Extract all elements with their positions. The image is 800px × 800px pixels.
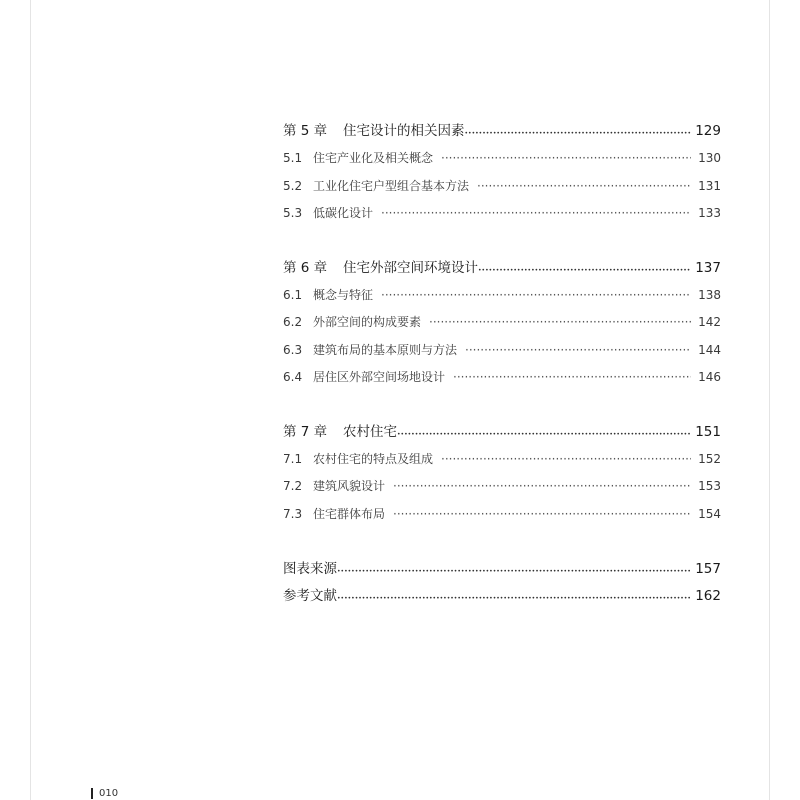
toc-section-5-3[interactable] <box>283 200 721 227</box>
back-matter-title: 图表来源 <box>283 560 337 577</box>
dot-leader <box>477 173 691 200</box>
section-page-number: 144 <box>698 342 721 357</box>
dot-leader <box>465 120 692 147</box>
toc-section-7-2[interactable] <box>283 473 721 500</box>
group-spacer <box>283 391 721 419</box>
page-folio <box>91 788 118 799</box>
section-title: 居住区外部空间场地设计 <box>313 369 446 384</box>
section-page-number: 152 <box>698 452 721 467</box>
dot-leader <box>381 282 691 309</box>
dot-leader <box>337 585 691 612</box>
dot-leader <box>441 145 691 172</box>
section-title: 低碳化设计 <box>313 205 374 220</box>
chapter-title: 住宅外部空间环境设计 <box>343 259 478 276</box>
dot-leader <box>393 501 691 528</box>
section-number: 5.2 <box>283 178 303 193</box>
section-page-number: 142 <box>698 315 721 330</box>
toc-section-6-4[interactable] <box>283 364 721 391</box>
toc-chapter-6[interactable] <box>283 255 721 282</box>
section-page-number: 131 <box>698 178 721 193</box>
group-spacer <box>283 227 721 255</box>
chapter-number: 第 7 章 <box>283 423 328 440</box>
section-number: 7.1 <box>283 452 303 467</box>
dot-leader <box>397 421 691 448</box>
chapter-number: 第 6 章 <box>283 259 328 276</box>
section-title: 住宅产业化及相关概念 <box>313 151 434 166</box>
toc-chapter-7[interactable] <box>283 419 721 446</box>
section-number: 7.2 <box>283 479 303 494</box>
section-number: 7.3 <box>283 506 303 521</box>
dot-leader <box>429 309 691 336</box>
section-number: 6.2 <box>283 315 303 330</box>
toc-section-5-1[interactable] <box>283 145 721 172</box>
chapter-page-number: 129 <box>695 123 721 139</box>
section-title: 工业化住宅户型组合基本方法 <box>313 178 470 193</box>
section-number: 6.1 <box>283 288 303 303</box>
chapter-page-number: 137 <box>695 259 721 276</box>
section-title: 住宅群体布局 <box>313 506 386 521</box>
section-page-number: 153 <box>698 479 721 494</box>
toc-chapter-5[interactable] <box>283 118 721 145</box>
back-matter-page-number: 162 <box>695 587 721 604</box>
toc-references[interactable] <box>283 583 721 610</box>
dot-leader <box>393 473 691 500</box>
chapter-page-number: 151 <box>695 423 721 440</box>
toc-section-6-1[interactable] <box>283 282 721 309</box>
dot-leader <box>453 364 691 391</box>
toc-section-6-3[interactable] <box>283 337 721 364</box>
toc-section-7-3[interactable] <box>283 501 721 528</box>
group-spacer <box>283 528 721 556</box>
toc-figure-sources[interactable] <box>283 556 721 583</box>
section-title: 概念与特征 <box>313 288 374 303</box>
chapter-title: 住宅设计的相关因素 <box>343 123 465 139</box>
chapter-title: 农村住宅 <box>343 423 397 440</box>
table-of-contents <box>283 118 721 610</box>
section-page-number: 154 <box>698 506 721 521</box>
section-number: 5.3 <box>283 205 303 220</box>
dot-leader <box>465 337 691 364</box>
dot-leader <box>478 257 691 284</box>
back-matter-title: 参考文献 <box>283 587 337 604</box>
toc-section-6-2[interactable] <box>283 309 721 336</box>
toc-section-7-1[interactable] <box>283 446 721 473</box>
section-title: 建筑风貌设计 <box>313 479 386 494</box>
section-page-number: 133 <box>698 205 721 220</box>
back-matter-page-number: 157 <box>695 560 721 577</box>
folio-number: 010 <box>99 788 119 799</box>
section-number: 6.3 <box>283 342 303 357</box>
dot-leader <box>337 558 691 585</box>
dot-leader <box>441 446 691 473</box>
section-title: 农村住宅的特点及组成 <box>313 452 434 467</box>
toc-section-5-2[interactable] <box>283 173 721 200</box>
section-title: 外部空间的构成要素 <box>313 315 422 330</box>
section-page-number: 146 <box>698 369 721 384</box>
section-page-number: 138 <box>698 288 721 303</box>
section-title: 建筑布局的基本原则与方法 <box>313 342 458 357</box>
section-number: 6.4 <box>283 369 303 384</box>
document-page <box>30 0 770 800</box>
chapter-number: 第 5 章 <box>283 123 328 139</box>
section-number: 5.1 <box>283 151 303 166</box>
dot-leader <box>381 200 691 227</box>
section-page-number: 130 <box>698 151 721 166</box>
folio-bar <box>91 788 93 799</box>
